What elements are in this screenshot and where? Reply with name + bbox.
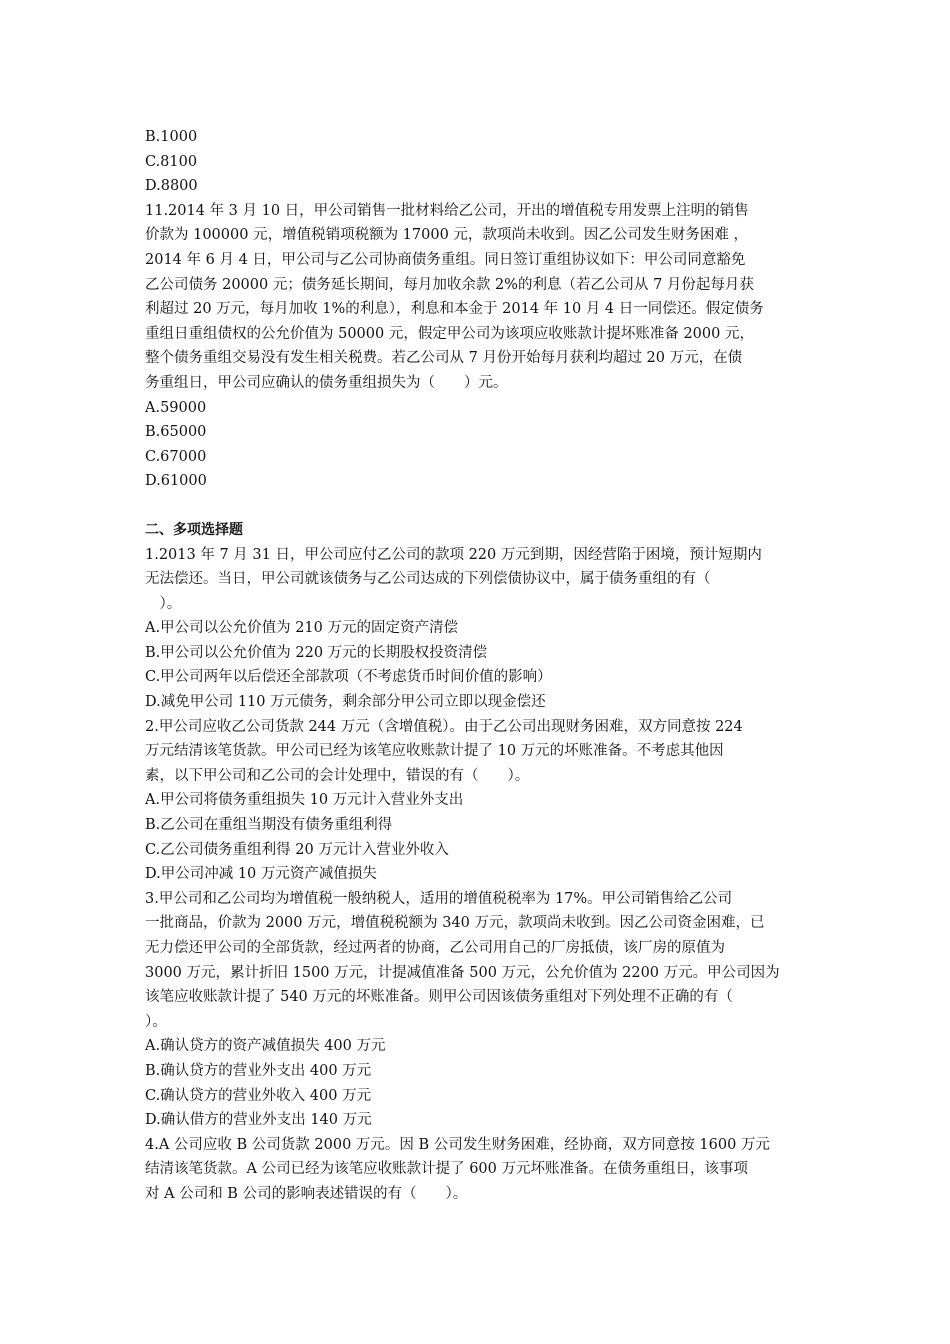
option-a: A.59000 [145,399,207,416]
option-c: C.乙公司债务重组利得 20 万元计入营业外收入 [145,841,449,858]
question-text-line: 结清该笔货款。A 公司已经为该笔应收账款计提了 600 万元坏账准备。在债务重组日，该事项 [145,1161,748,1178]
question-text-line: 无力偿还甲公司的全部货款，经过两者的协商，乙公司用自己的厂房抵债，该厂房的原值为 [145,940,725,956]
multi-question-3 [145,887,810,1133]
option-d: D.甲公司冲减 10 万元资产减值损失 [145,866,377,883]
question-text-line: ）。 [145,595,182,612]
document-body [145,125,810,1207]
question-text-line: 1.2013 年 7 月 31 日，甲公司应付乙公司的款项 220 万元到期，因经营陷于困境，预计短期内 [145,546,762,563]
question-text-line: 3000 万元，累计折旧 1500 万元，计提减值准备 500 万元，公允价值为 2200 万元。甲公司因为 [145,964,780,981]
option-a: A.确认贷方的资产减值损失 400 万元 [145,1038,386,1055]
multi-question-4 [145,1133,810,1207]
option-b: B.甲公司以公允价值为 220 万元的长期股权投资清偿 [145,644,488,661]
question-10-options [145,125,810,199]
question-text-line: 11.2014 年 3 月 10 日，甲公司销售一批材料给乙公司，开出的增值税专用发票上注明的销售 [145,202,749,219]
question-text-line: 一批商品，价款为 2000 万元，增值税税额为 340 万元，款项尚未收到。因乙公司资金困难，已 [145,915,765,932]
question-text-line: 乙公司债务 20000 元；债务延长期间，每月加收余款 2%的利息（若乙公司从 7 月份起每月获 [145,276,754,293]
question-text-line: 务重组日，甲公司应确认的债务重组损失为（ ）元。 [145,374,508,391]
question-text-line: 利超过 20 万元，每月加收 1%的利息），利息和本金于 2014 年 10 月 4 日一同偿还。假定债务 [145,301,764,318]
question-text-line: ）。 [145,1013,167,1030]
section-title: 二、多项选择题 [145,521,243,538]
question-text-line: 2.甲公司应收乙公司货款 244 万元（含增值税）。由于乙公司出现财务困难，双方同意按 224 [145,718,743,735]
question-text-line: 对 A 公司和 B 公司的影响表述错误的有（ ）。 [145,1185,468,1202]
option-c: C.甲公司两年以后偿还全部款项（不考虑货币时间价值的影响） [145,669,552,686]
option-c: C.确认贷方的营业外收入 400 万元 [145,1087,372,1104]
question-text-line: 该笔应收账款计提了 540 万元的坏账准备。则甲公司因该债务重组对下列处理不正确的有（ [145,989,733,1006]
question-text-line: 3.甲公司和乙公司均为增值税一般纳税人，适用的增值税税率为 17%。甲公司销售给乙公司 [145,890,733,907]
question-11 [145,199,810,494]
multi-question-1 [145,543,810,715]
question-text-line: 重组日重组债权的公允价值为 50000 元，假定甲公司为该项应收账款计提坏账准备 2000 元， [145,325,754,342]
question-text-line: 4.A 公司应收 B 公司货款 2000 万元。因 B 公司发生财务困难，经协商，双方同意按 1600 万元 [145,1136,770,1153]
question-text-line: 价款为 100000 元，增值税销项税额为 17000 元，款项尚未收到。因乙公司发生财务困难 ， [145,227,749,244]
option-d: D.61000 [145,473,207,490]
option-b: B.确认贷方的营业外支出 400 万元 [145,1062,372,1079]
section-spacer [145,494,810,518]
question-text-line: 素，以下甲公司和乙公司的会计处理中，错误的有（ ）。 [145,767,530,784]
question-text-line: 整个债务重组交易没有发生相关税费。若乙公司从 7 月份开始每月获利均超过 20 万元，在债 [145,350,743,367]
option-d: D.减免甲公司 110 万元债务，剩余部分甲公司立即以现金偿还 [145,694,546,711]
option-c: C.8100 [145,153,198,170]
option-b: B.乙公司在重组当期没有债务重组利得 [145,817,393,834]
option-a: A.甲公司以公允价值为 210 万元的固定资产清偿 [145,620,458,637]
option-b: B.1000 [145,129,198,145]
question-text-line: 万元结清该笔货款。甲公司已经为该笔应收账款计提了 10 万元的坏账准备。不考虑其他因 [145,743,724,760]
option-d: D.8800 [145,178,198,195]
multi-question-2 [145,715,810,887]
option-c: C.67000 [145,448,207,465]
option-a: A.甲公司将债务重组损失 10 万元计入营业外支出 [145,792,464,809]
option-b: B.65000 [145,424,207,441]
question-text-line: 2014 年 6 月 4 日，甲公司与乙公司协商债务重组。同日签订重组协议如下：甲公司同意豁免 [145,251,746,268]
option-d: D.确认借方的营业外支出 140 万元 [145,1112,372,1129]
question-text-line: 无法偿还。当日，甲公司就该债务与乙公司达成的下列偿债协议中，属于债务重组的有（ [145,571,711,588]
